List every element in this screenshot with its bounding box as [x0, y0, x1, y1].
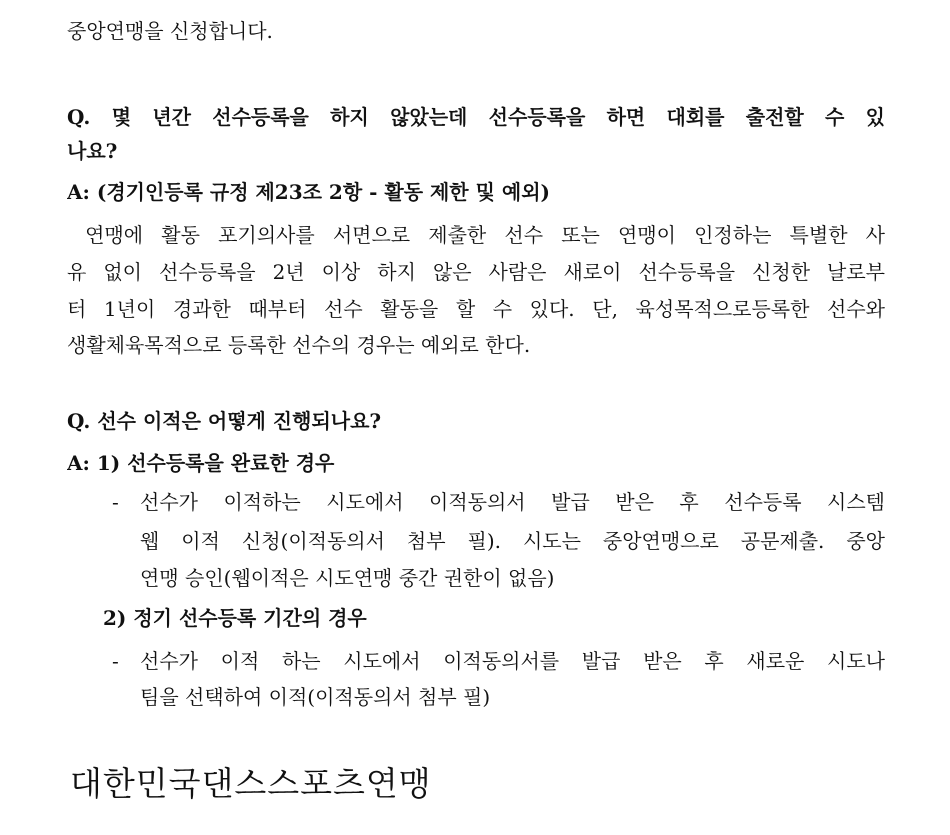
q2-case1-line-2: 웹 이적 신청(이적동의서 첨부 필). 시도는 중앙연맹으로 공문제출. 중앙	[140, 529, 885, 553]
q2-case1-bullet-line-1	[112, 488, 885, 516]
q2-question: Q. 선수 이적은 어떻게 진행되나요?	[67, 409, 382, 433]
q2-case2-line-1: 선수가 이적 하는 시도에서 이적동의서를 발급 받은 후 새로운 시도나	[140, 649, 885, 673]
q1-answer-line-4: 생활체육목적으로 등록한 선수의 경우는 예외로 한다.	[67, 333, 531, 357]
q2-case2-line-2: 팀을 선택하여 이적(이적동의서 첨부 필)	[140, 685, 491, 709]
q2-case1-line-3: 연맹 승인(웹이적은 시도연맹 중간 권한이 없음)	[140, 566, 555, 590]
q2-case1-line-1: 선수가 이적하는 시도에서 이적동의서 발급 받은 후 선수등록 시스템	[140, 490, 885, 514]
q2-case2-heading: 2) 정기 선수등록 기간의 경우	[103, 606, 367, 630]
q2-case1-heading: A: 1) 선수등록을 완료한 경우	[67, 451, 335, 475]
dash-bullet: -	[112, 649, 119, 673]
q1-answer-line-2: 유 없이 선수등록을 2년 이상 하지 않은 사람은 새로이 선수등록을 신청한 날로부	[67, 260, 885, 284]
q2-case2-bullet-line-1	[112, 647, 885, 675]
q1-question-line-1: Q. 몇 년간 선수등록을 하지 않았는데 선수등록을 하면 대회를 출전할 수 있	[67, 105, 885, 129]
organization-name: 대한민국댄스스포츠연맹	[70, 764, 432, 803]
q1-answer-line-1: 연맹에 활동 포기의사를 서면으로 제출한 선수 또는 연맹이 인정하는 특별한 사	[67, 223, 885, 247]
q1-question-line-2: 나요?	[67, 139, 118, 163]
intro-tail-text: 중앙연맹을 신청합니다.	[67, 19, 273, 43]
q1-answer-heading: A: (경기인등록 규정 제23조 2항 - 활동 제한 및 예외)	[67, 180, 550, 204]
q1-answer-line-3: 터 1년이 경과한 때부터 선수 활동을 할 수 있다. 단, 육성목적으로등록한 선수와	[67, 297, 885, 321]
dash-bullet: -	[112, 490, 119, 514]
